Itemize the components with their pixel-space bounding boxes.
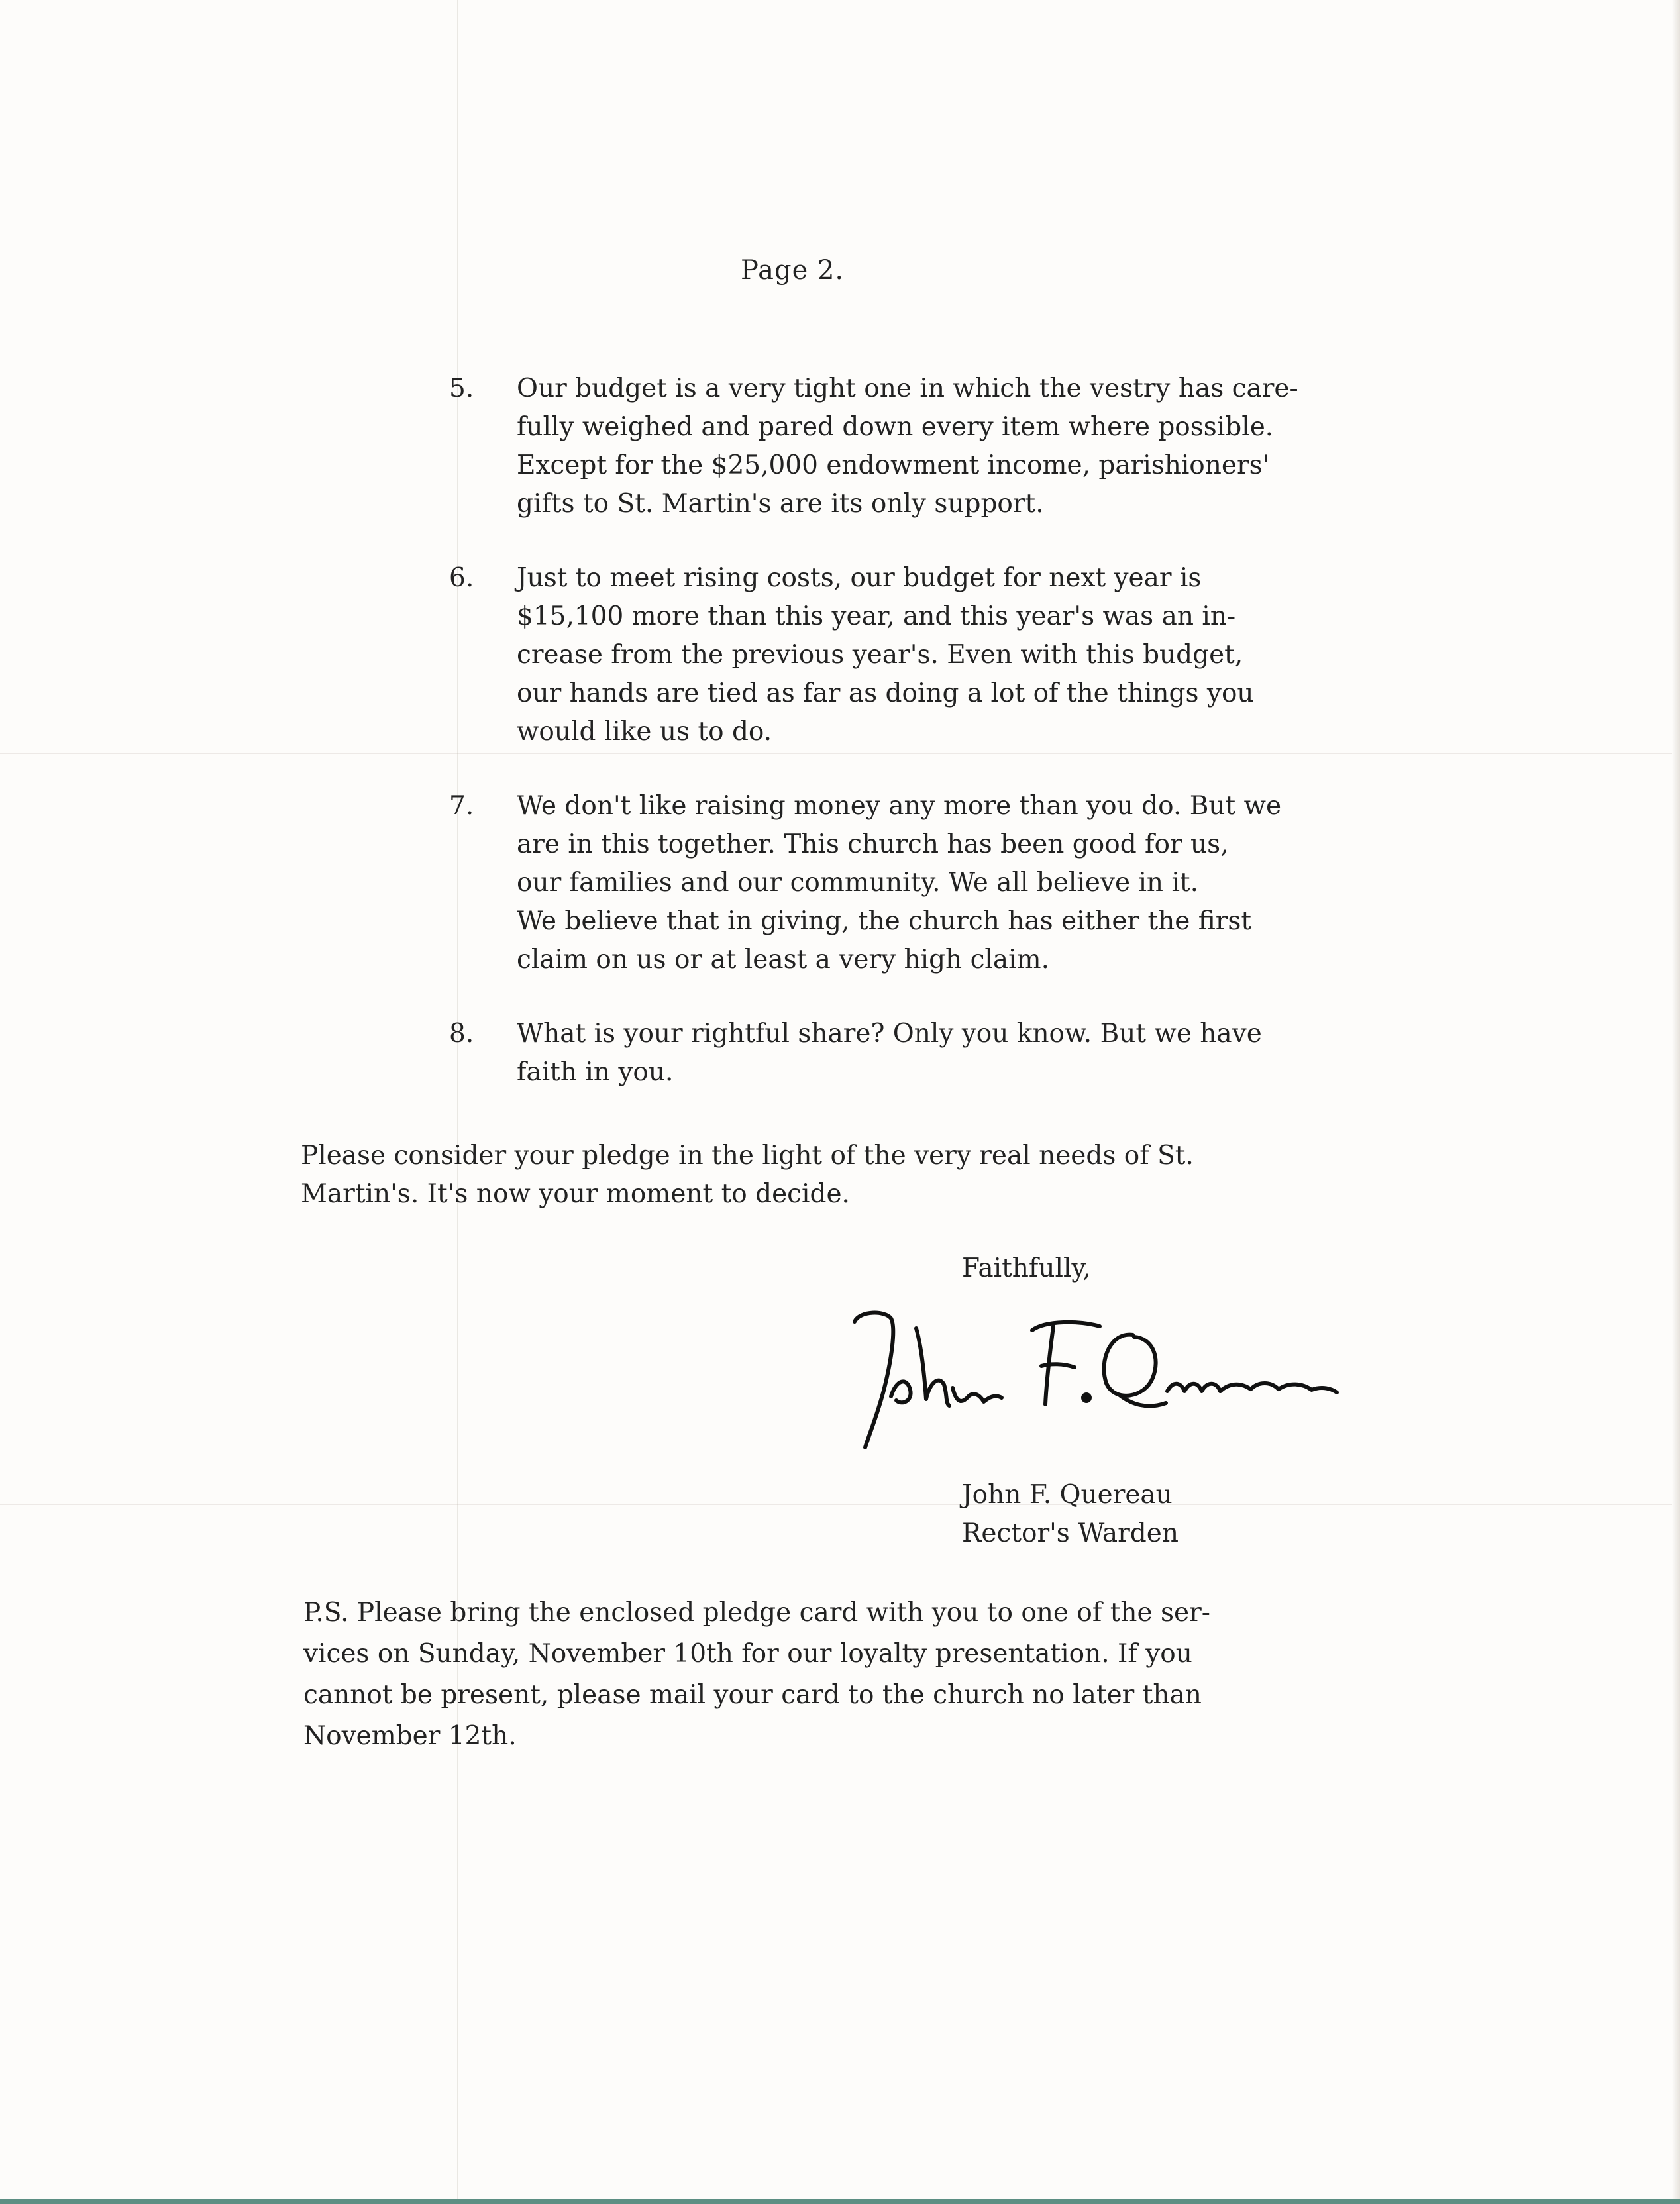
- signer-name: John F. Quereau: [962, 1480, 1173, 1510]
- list-item-number: 6.: [449, 563, 474, 593]
- list-item-text: Our budget is a very tight one in which the vestry has care- fully weighed and pared down every item where possible. Except for the $25,000 endowment income, parishioners' gifts to St. Martin's are its only support.: [517, 374, 1298, 519]
- signer-title: Rector's Warden: [962, 1518, 1179, 1548]
- scan-border: [0, 2199, 1680, 2204]
- numbered-list: [449, 370, 1430, 1128]
- handwritten-signature: [821, 1298, 1351, 1464]
- list-item-text: What is your rightful share? Only you know. But we have faith in you.: [517, 1019, 1262, 1087]
- paper-edge-shadow: [1672, 0, 1680, 2204]
- page-number: Page 2.: [741, 255, 845, 286]
- list-item-number: 8.: [449, 1019, 474, 1049]
- list-item-number: 5.: [449, 374, 474, 403]
- list-item: [449, 370, 1430, 523]
- list-item-text: We don't like raising money any more than you do. But we are in this together. This church has been good for us, our families and our community. We all believe in it. We believe that in giving, the church has either the first claim on us or at least a very high claim.: [517, 791, 1282, 974]
- list-item-text: Just to meet rising costs, our budget for next year is $15,100 more than this year, and this year's was an in- crease from the previous year's. Even with this budget, our hands are tied as far as doing a lot of the things you would like us to do.: [517, 563, 1254, 747]
- list-item: [449, 1015, 1430, 1092]
- horizontal-fold-crease: [0, 1504, 1680, 1505]
- salutation: Faithfully,: [962, 1253, 1091, 1283]
- postscript: P.S. Please bring the enclosed pledge card with you to one of the ser- vices on Sunday, November 10th for our loyalty presentation. If you cannot be present, please mail your card to the church no later than November 12th.: [303, 1598, 1210, 1751]
- closing-paragraph: Please consider your pledge in the light of the very real needs of St. Martin's. It's now your moment to decide.: [301, 1141, 1194, 1209]
- list-item-number: 7.: [449, 791, 474, 821]
- list-item: [449, 559, 1430, 751]
- list-item: [449, 787, 1430, 979]
- signature-strokes: [855, 1313, 1337, 1447]
